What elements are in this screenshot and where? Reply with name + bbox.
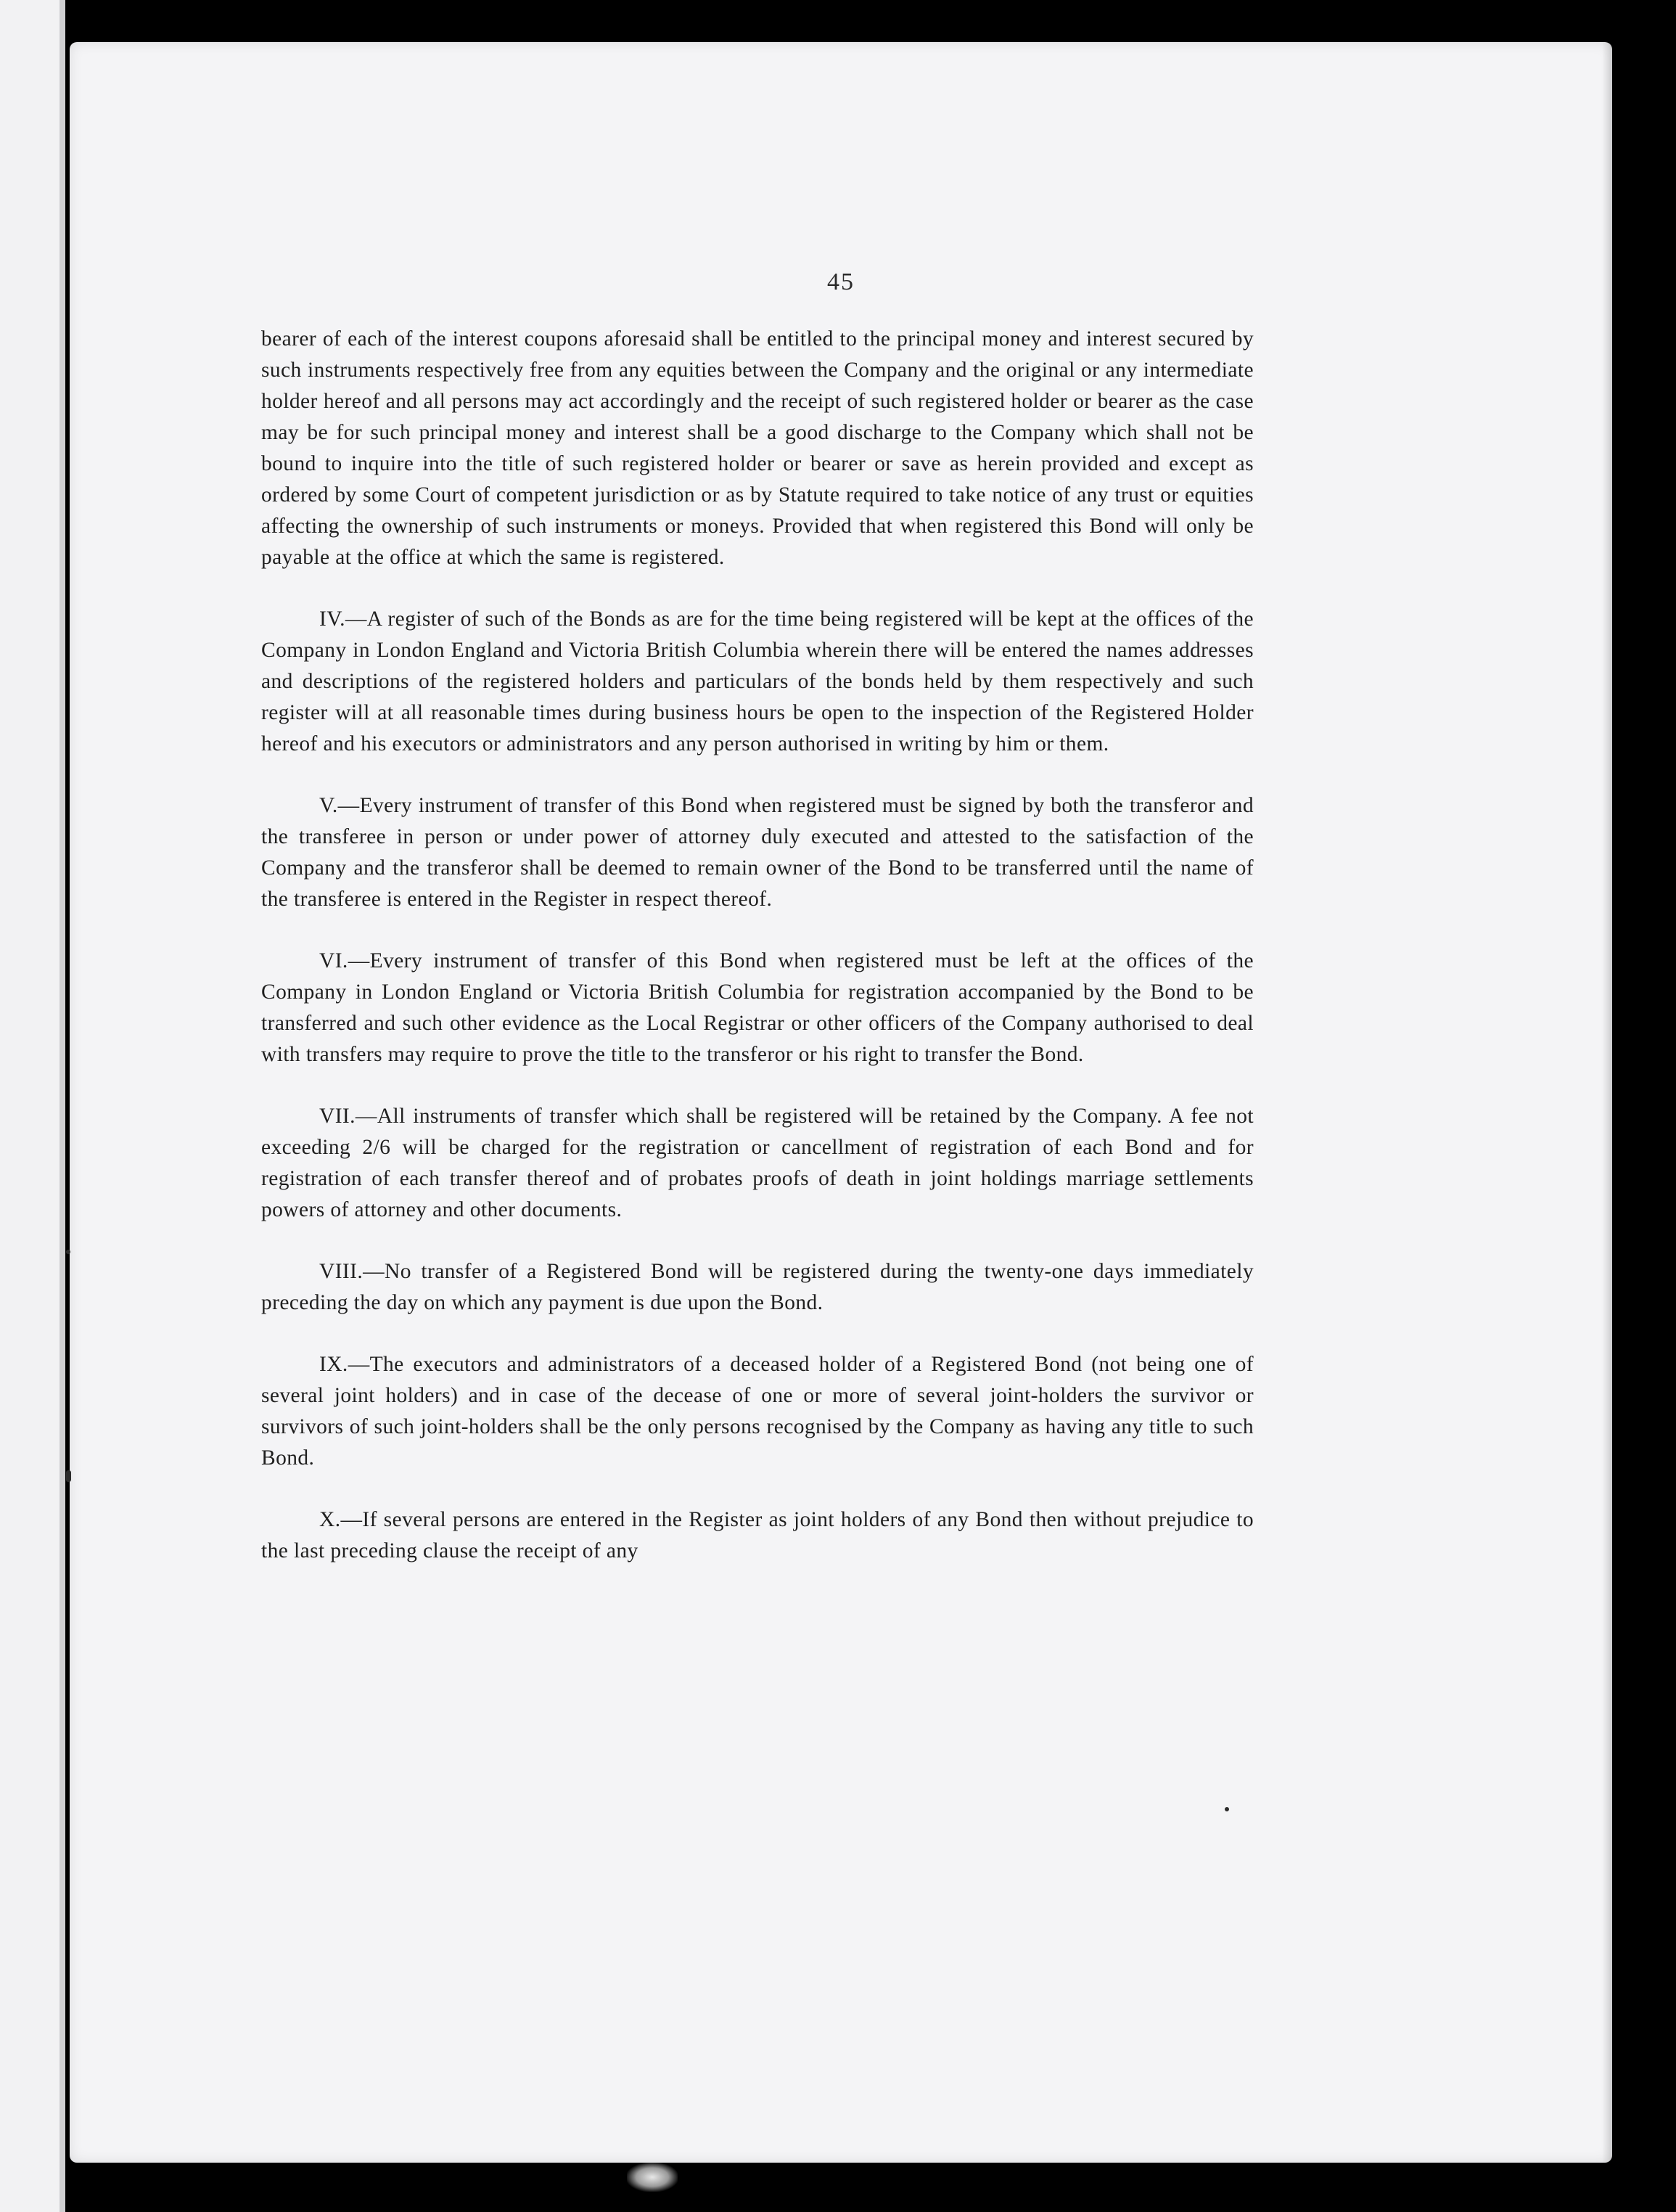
margin-mark <box>66 1250 70 1254</box>
previous-page-edge <box>0 0 65 2212</box>
paragraph-clause-vi: VI.—Every instrument of transfer of this Bond when registered must be left at the offices of the Company in London England or Victoria British Columbia for registration accompanied by the Bond to be transferred and such other evidence as the Local Registrar or other officers of the Company authorised to deal with transfers may require to prove the title to the transferor or his right to transfer the Bond. <box>261 949 1254 1066</box>
page-edge-shadow <box>1602 42 1612 2163</box>
paragraph-clause-vii: VII.—All instruments of transfer which shall be registered will be retained by the Company. A fee not exceeding 2/6 will be charged for the registration or cancellment of registration of each Bond and for registration of each transfer thereof and of probates proofs of death in joint holdings marriage settlements powers of attorney and other documents. <box>261 1105 1254 1221</box>
body-text <box>261 324 1254 1597</box>
paragraph-clause-x: X.—If several persons are entered in the Register as joint holders of any Bond then without prejudice to the last preceding clause the receipt of any <box>261 1508 1254 1562</box>
scan-speck <box>1225 1807 1229 1811</box>
paragraph-clause-ix: IX.—The executors and administrators of a deceased holder of a Registered Bond (not being one of several joint holders) and in case of the decease of one or more of several joint-holders the survivor or survivors of such joint-holders shall be the only persons recognised by the Company as having any title to such Bond. <box>261 1353 1254 1470</box>
paragraph-clause-iv: IV.—A register of such of the Bonds as are for the time being registered will be kept at the offices of the Company in London England and Victoria British Columbia wherein there will be entered the names addresses and descriptions of the registered holders and particulars of the bonds held by them respectively and such register will at all reasonable times during business hours be open to the inspection of the Registered Holder hereof and his executors or administrators and any person authorised in writing by him or them. <box>261 607 1254 755</box>
paragraph-clause-viii: VIII.—No transfer of a Registered Bond will be registered during the twenty-one days immediately preceding the day on which any payment is due upon the Bond. <box>261 1260 1254 1314</box>
page-number: 45 <box>827 269 855 295</box>
document-page <box>70 42 1612 2163</box>
paragraph-continued: bearer of each of the interest coupons aforesaid shall be entitled to the principal money and interest secured by such instruments respectively free from any equities between the Company and the original or any intermediate holder hereof and all persons may act accordingly and the receipt of such registered holder or bearer as the case may be for such principal money and interest shall be a good discharge to the Company which shall not be bound to inquire into the title of such registered holder or bearer or save as herein provided and except as ordered by some Court of competent jurisdiction or as by Statute required to take notice of any trust or equities affecting the ownership of such instruments or moneys. Provided that when registered this Bond will only be payable at the office at which the same is registered. <box>261 327 1254 569</box>
scan-blot <box>627 2163 678 2192</box>
paragraph-clause-v: V.—Every instrument of transfer of this Bond when registered must be signed by both the transferor and the transferee in person or under power of attorney duly executed and attested to the satisfaction of the Company and the transferor shall be deemed to remain owner of the Bond to be transferred until the name of the transferee is entered in the Register in respect thereof. <box>261 794 1254 911</box>
margin-mark <box>66 1470 71 1482</box>
